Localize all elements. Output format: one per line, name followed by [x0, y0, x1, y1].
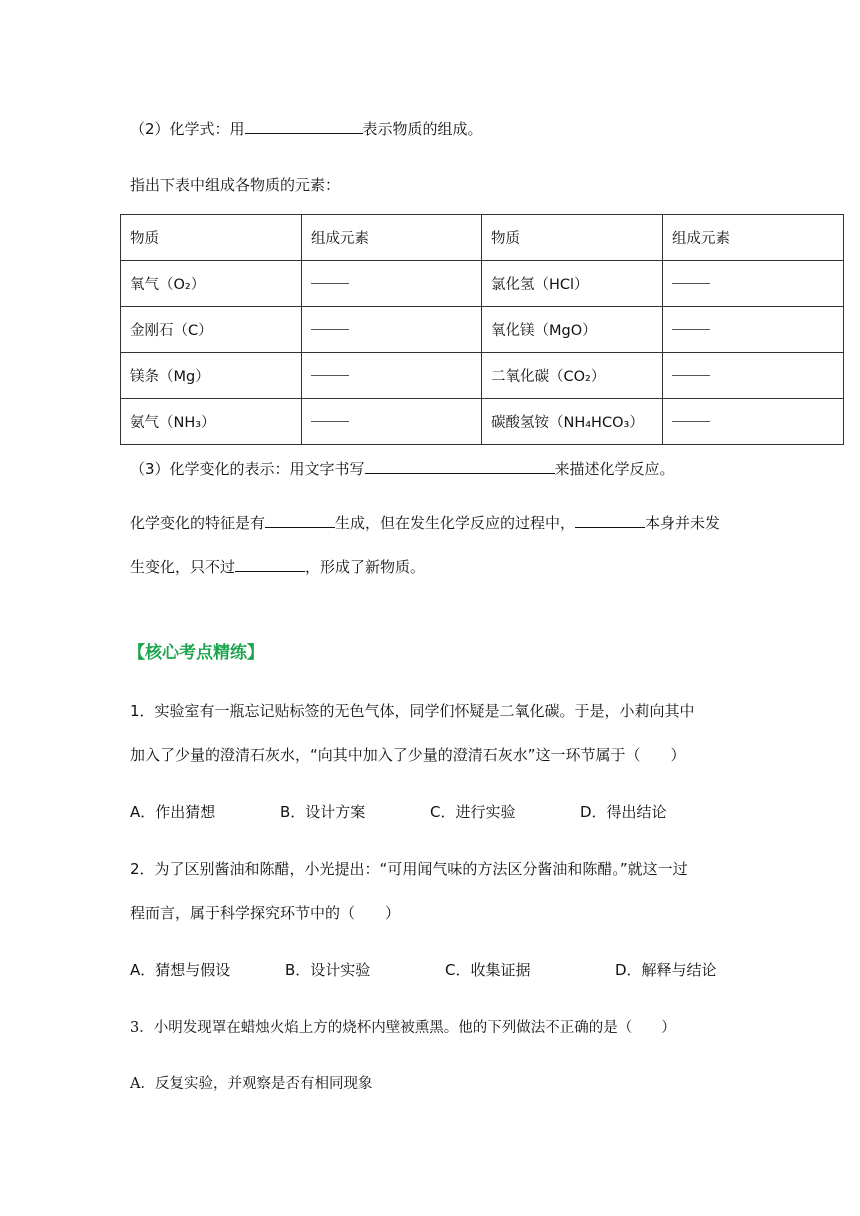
section2-prefix: （2）化学式：用: [130, 120, 245, 138]
feature-line-2: [130, 556, 425, 577]
answer-cell[interactable]: [302, 261, 482, 307]
answer-dash: [672, 283, 710, 284]
option-c[interactable]: C．进行实验: [430, 803, 516, 821]
substance-cell: 氯化氢（HCl）: [482, 261, 663, 307]
answer-cell[interactable]: [302, 307, 482, 353]
feature-text-e: ，形成了新物质。: [305, 558, 426, 576]
elements-table: [120, 214, 844, 445]
header-elements: 组成元素: [302, 215, 482, 261]
answer-cell[interactable]: [302, 353, 482, 399]
table-header-row: [121, 215, 844, 261]
option-d[interactable]: D．解释与结论: [615, 961, 717, 979]
feature-text-d: 生变化，只不过: [130, 558, 236, 576]
table-row: [121, 399, 844, 445]
section2-line: [130, 118, 483, 139]
option-c[interactable]: C．收集证据: [445, 961, 531, 979]
question-1-line-1: 1．实验室有一瓶忘记贴标签的无色气体，同学们怀疑是二氧化碳。于是，小莉向其中: [130, 702, 695, 720]
section3-line: [130, 458, 675, 479]
answer-dash: [672, 329, 710, 330]
answer-dash: [672, 375, 710, 376]
answer-cell[interactable]: [663, 307, 844, 353]
header-substance: 物质: [482, 215, 663, 261]
text-expression-blank[interactable]: [365, 459, 555, 474]
table-instruction: 指出下表中组成各物质的元素：: [130, 176, 341, 194]
header-elements: 组成元素: [663, 215, 844, 261]
substance-cell: 氨气（NH₃）: [121, 399, 302, 445]
option-b[interactable]: B．设计方案: [280, 803, 366, 821]
substance-cell: 氧化镁（MgO）: [482, 307, 663, 353]
answer-cell[interactable]: [663, 261, 844, 307]
question-2-line-2: 程而言，属于科学探究环节中的（ ）: [130, 904, 401, 922]
option-b[interactable]: B．设计实验: [285, 961, 371, 979]
core-heading: 【核心考点精练】: [128, 643, 264, 663]
question-3-line-1: 3．小明发现罩在蜡烛火焰上方的烧杯内壁被熏黑。他的下列做法不正确的是（ ）: [130, 1020, 676, 1036]
table-row: [121, 261, 844, 307]
table-row: [121, 307, 844, 353]
substance-cell: 碳酸氢铵（NH₄HCO₃）: [482, 399, 663, 445]
answer-cell[interactable]: [302, 399, 482, 445]
feature-text-a: 化学变化的特征是有: [130, 514, 266, 532]
formula-blank[interactable]: [245, 119, 363, 134]
answer-dash: [311, 329, 349, 330]
feature-text-b: 生成，但在发生化学反应的过程中，: [335, 514, 576, 532]
question-1-line-2: 加入了少量的澄清石灰水，“向其中加入了少量的澄清石灰水”这一环节属于（ ）: [130, 746, 686, 764]
section3-prefix: （3）化学变化的表示：用文字书写: [130, 460, 365, 478]
option-d[interactable]: D．得出结论: [580, 803, 667, 821]
substance-cell: 镁条（Mg）: [121, 353, 302, 399]
option-a[interactable]: A．猜想与假设: [130, 961, 231, 979]
feature-text-c: 本身并未发: [645, 514, 721, 532]
answer-dash: [311, 283, 349, 284]
answer-dash: [672, 421, 710, 422]
section3-suffix: 来描述化学反应。: [554, 460, 675, 478]
substance-cell: 二氧化碳（CO₂）: [482, 353, 663, 399]
answer-cell[interactable]: [663, 399, 844, 445]
answer-dash: [311, 421, 349, 422]
section2-suffix: 表示物质的组成。: [362, 120, 483, 138]
answer-dash: [311, 375, 349, 376]
question-2-line-1: 2．为了区别酱油和陈醋，小光提出：“可用闻气味的方法区分酱油和陈醋。”就这一过: [130, 860, 688, 878]
atom-blank[interactable]: [575, 513, 645, 528]
option-a[interactable]: A．作出猜想: [130, 803, 216, 821]
substance-cell: 金刚石（C）: [121, 307, 302, 353]
table-row: [121, 353, 844, 399]
feature-line-1: [130, 512, 720, 533]
substance-cell: 氧气（O₂）: [121, 261, 302, 307]
option-a[interactable]: A．反复实验，并观察是否有相同现象: [130, 1076, 373, 1092]
header-substance: 物质: [121, 215, 302, 261]
new-substance-blank[interactable]: [265, 513, 335, 528]
answer-cell[interactable]: [663, 353, 844, 399]
recombine-blank[interactable]: [235, 557, 305, 572]
